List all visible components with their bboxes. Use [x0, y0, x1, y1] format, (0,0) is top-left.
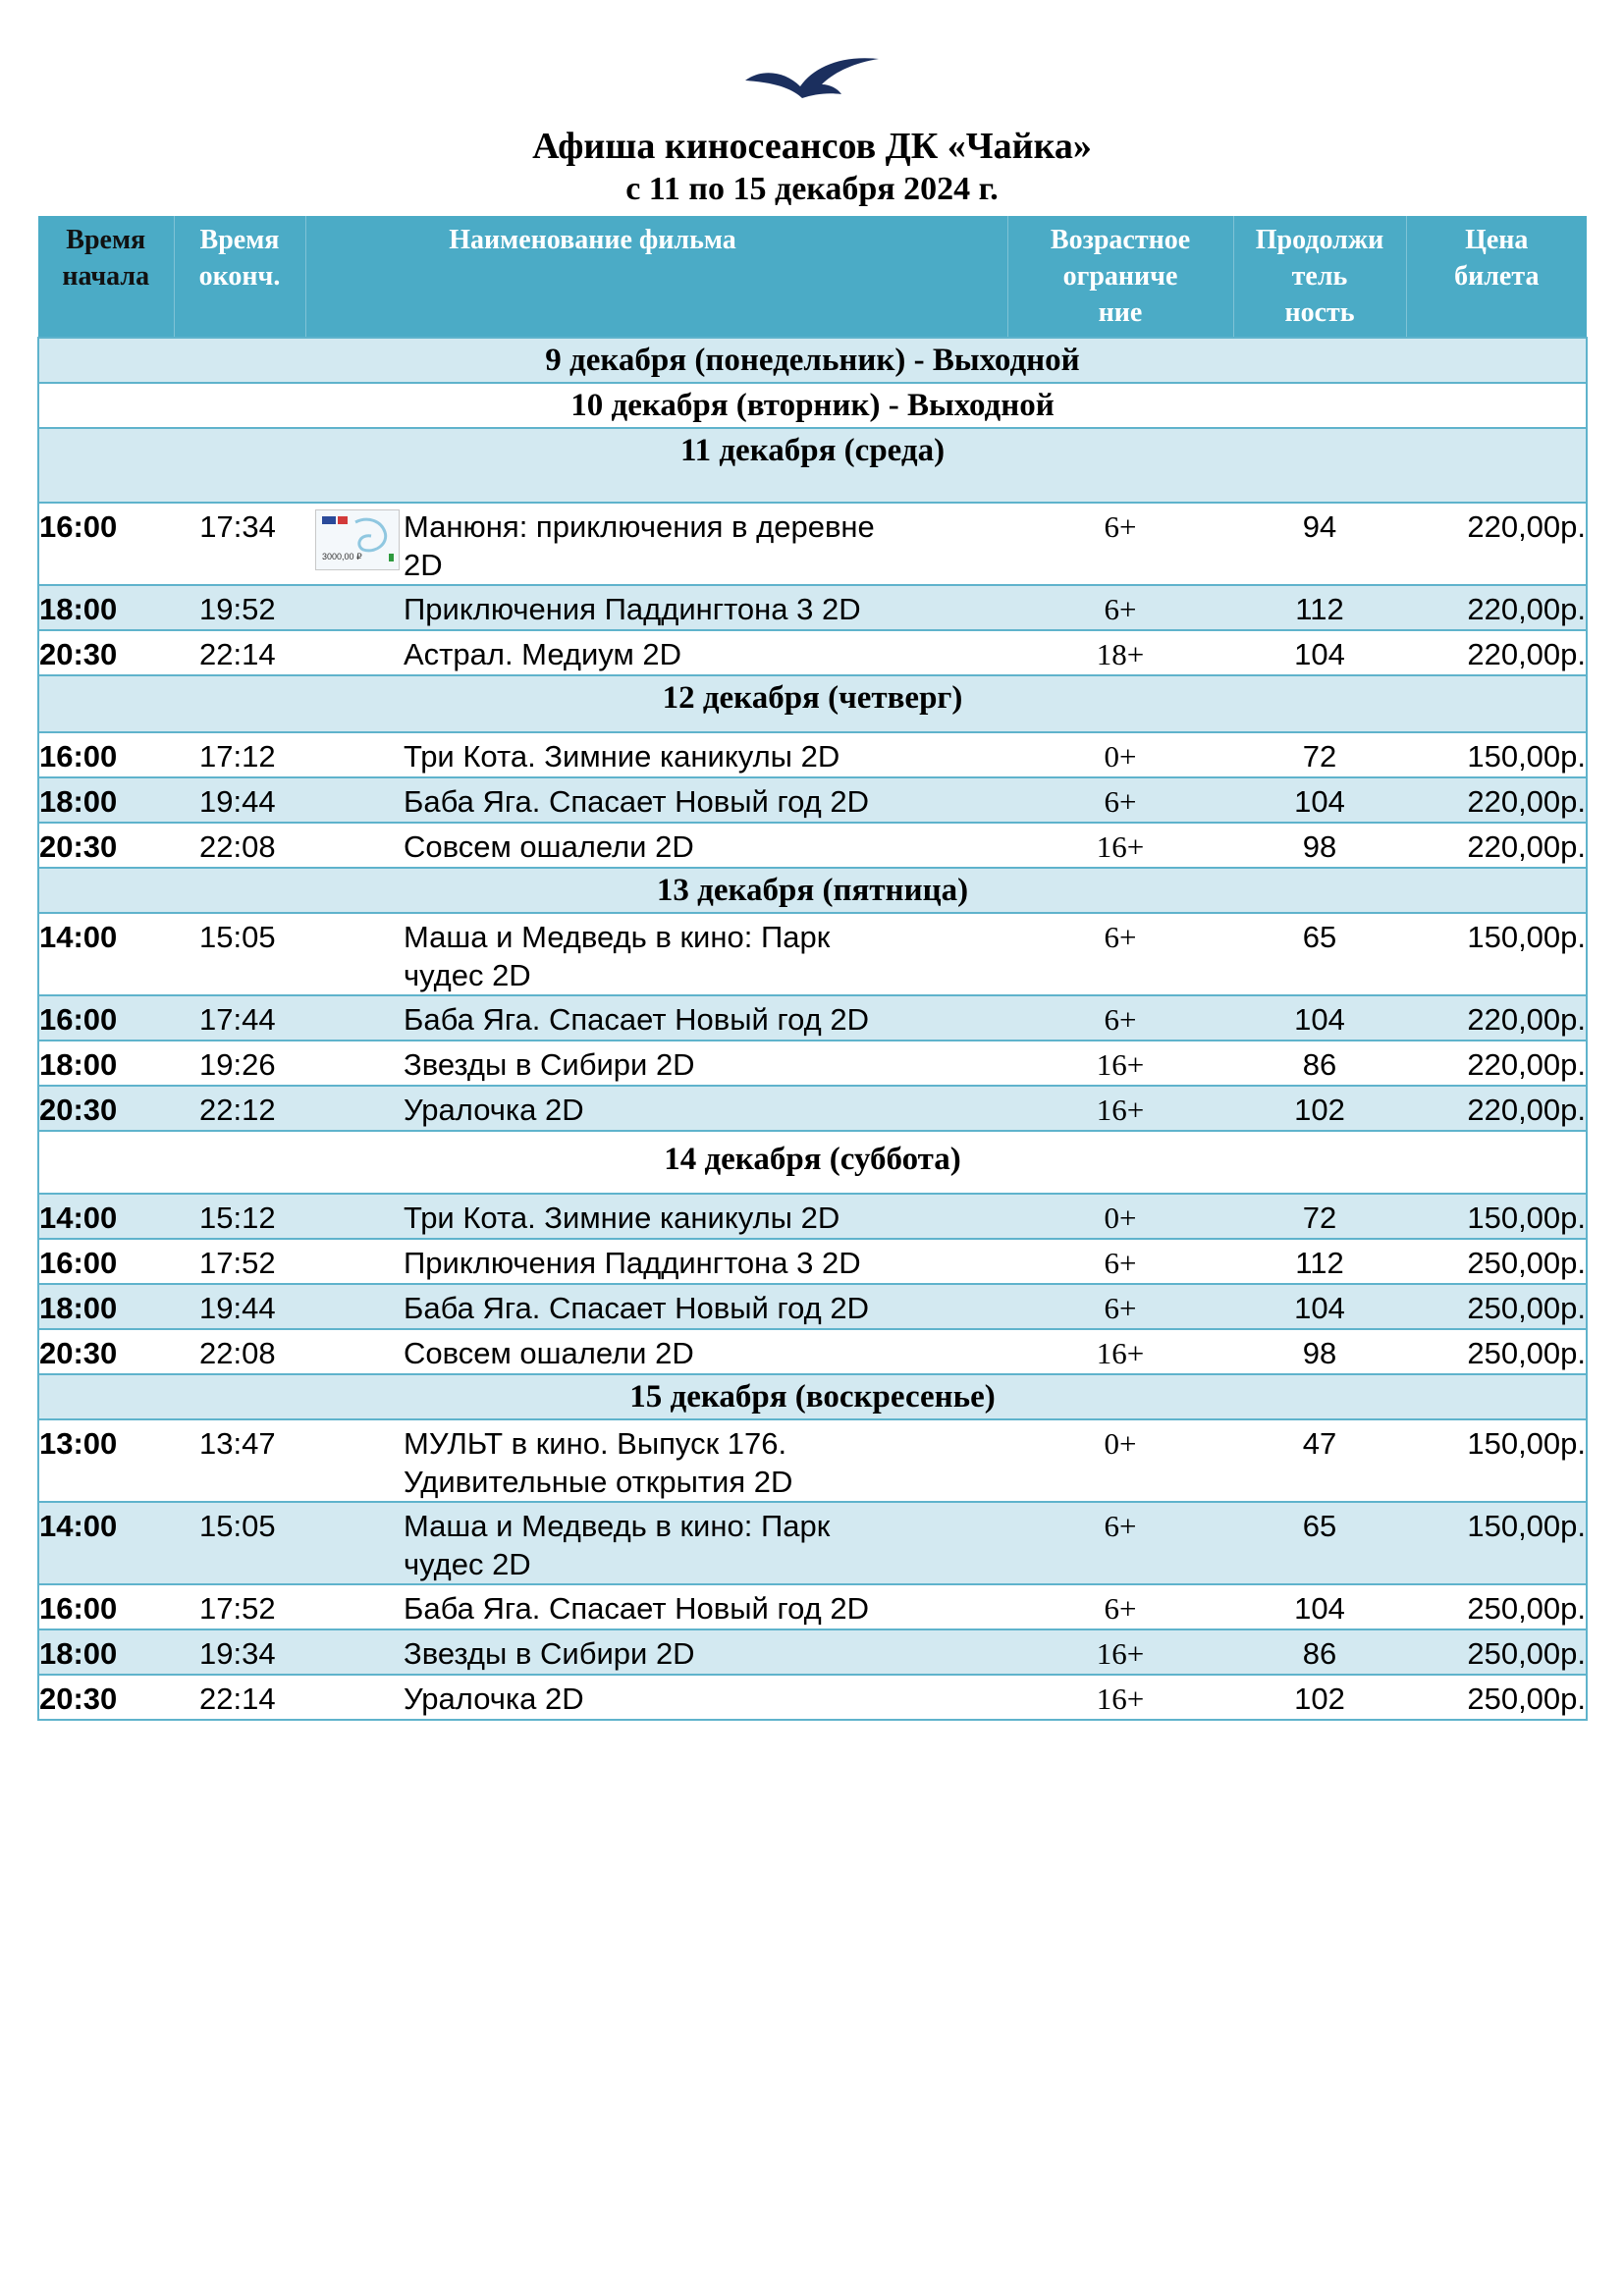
session-age: 6+ — [1007, 913, 1233, 995]
session-price: 220,00р. — [1406, 630, 1587, 675]
session-duration: 102 — [1233, 1086, 1406, 1131]
session-age: 6+ — [1007, 503, 1233, 585]
day-row — [38, 338, 1587, 383]
session-price: 220,00р. — [1406, 1086, 1587, 1131]
day-label: 11 декабря (среда) — [38, 428, 1587, 503]
session-duration: 102 — [1233, 1675, 1406, 1720]
schedule-table — [37, 216, 1588, 1721]
poster-dates: с 11 по 15 декабря 2024 г. — [625, 171, 999, 207]
session-age: 6+ — [1007, 1284, 1233, 1329]
col-header-price: Цена билета — [1406, 216, 1587, 338]
session-end: 22:12 — [174, 1086, 305, 1131]
session-price: 250,00р. — [1406, 1284, 1587, 1329]
session-title: Звезды в Сибири 2D — [404, 1041, 1007, 1086]
session-end: 13:47 — [174, 1419, 305, 1502]
session-row — [38, 732, 1587, 777]
session-row — [38, 1419, 1587, 1502]
session-end: 15:05 — [174, 1502, 305, 1584]
session-end: 19:44 — [174, 777, 305, 823]
session-price: 220,00р. — [1406, 1041, 1587, 1086]
session-age: 6+ — [1007, 1584, 1233, 1629]
session-row — [38, 1194, 1587, 1239]
col-header-start: Время начала — [38, 216, 174, 338]
session-title: Манюня: приключения в деревне 2D — [404, 503, 1007, 585]
session-row — [38, 823, 1587, 868]
session-duration: 104 — [1233, 995, 1406, 1041]
session-duration: 72 — [1233, 732, 1406, 777]
session-start: 18:00 — [38, 1041, 174, 1086]
session-price: 220,00р. — [1406, 585, 1587, 630]
session-title: МУЛЬТ в кино. Выпуск 176. Удивительные открытия 2D — [404, 1419, 1007, 1502]
session-title: Совсем ошалели 2D — [404, 823, 1007, 868]
session-title: Три Кота. Зимние каникулы 2D — [404, 1194, 1007, 1239]
session-start: 18:00 — [38, 1284, 174, 1329]
session-end: 19:34 — [174, 1629, 305, 1675]
session-age: 0+ — [1007, 1419, 1233, 1502]
session-price: 150,00р. — [1406, 1419, 1587, 1502]
session-end: 17:34 — [199, 509, 276, 544]
session-age: 16+ — [1007, 823, 1233, 868]
session-end: 22:14 — [174, 1675, 305, 1720]
session-duration: 72 — [1233, 1194, 1406, 1239]
session-price: 250,00р. — [1406, 1239, 1587, 1284]
session-price: 150,00р. — [1406, 1502, 1587, 1584]
session-duration: 104 — [1233, 1584, 1406, 1629]
session-start: 16:00 — [38, 995, 174, 1041]
session-end: 17:12 — [174, 732, 305, 777]
session-price: 220,00р. — [1406, 995, 1587, 1041]
session-row — [38, 630, 1587, 675]
session-end: 15:12 — [174, 1194, 305, 1239]
session-row — [38, 1329, 1587, 1374]
session-title: Звезды в Сибири 2D — [404, 1629, 1007, 1675]
session-end: 17:44 — [174, 995, 305, 1041]
session-title: Приключения Паддингтона 3 2D — [404, 585, 1007, 630]
session-row — [38, 995, 1587, 1041]
session-title: Три Кота. Зимние каникулы 2D — [404, 732, 1007, 777]
day-label: 10 декабря (вторник) - Выходной — [38, 383, 1587, 428]
col-header-title: Наименование фильма — [305, 216, 1007, 338]
session-duration: 65 — [1233, 913, 1406, 995]
session-row — [38, 1239, 1587, 1284]
session-age: 0+ — [1007, 732, 1233, 777]
session-title: Баба Яга. Спасает Новый год 2D — [404, 995, 1007, 1041]
session-row — [38, 1284, 1587, 1329]
session-row — [38, 1502, 1587, 1584]
session-start: 13:00 — [38, 1419, 174, 1502]
col-header-age: Возрастное ограниче ние — [1007, 216, 1233, 338]
session-row — [38, 1086, 1587, 1131]
session-end: 17:52 — [174, 1584, 305, 1629]
session-title: Баба Яга. Спасает Новый год 2D — [404, 1584, 1007, 1629]
session-price: 250,00р. — [1406, 1629, 1587, 1675]
session-start: 20:30 — [38, 823, 174, 868]
session-row — [38, 913, 1587, 995]
session-start: 14:00 — [38, 1194, 174, 1239]
session-price: 150,00р. — [1406, 913, 1587, 995]
session-row — [38, 777, 1587, 823]
session-end: 15:05 — [174, 913, 305, 995]
session-price: 150,00р. — [1406, 732, 1587, 777]
session-end: 22:08 — [174, 1329, 305, 1374]
session-end: 19:52 — [174, 585, 305, 630]
session-duration: 112 — [1233, 1239, 1406, 1284]
session-price: 220,00р. — [1406, 503, 1587, 585]
day-label: 13 декабря (пятница) — [38, 868, 1587, 913]
session-row — [38, 1041, 1587, 1086]
session-start: 16:00 — [38, 1584, 174, 1629]
session-end: 19:26 — [174, 1041, 305, 1086]
session-price: 250,00р. — [1406, 1675, 1587, 1720]
session-end: 17:52 — [174, 1239, 305, 1284]
session-duration: 86 — [1233, 1629, 1406, 1675]
session-age: 16+ — [1007, 1086, 1233, 1131]
session-start: 20:30 — [38, 1675, 174, 1720]
day-row — [38, 383, 1587, 428]
session-row — [38, 1629, 1587, 1675]
day-label: 12 декабря (четверг) — [38, 675, 1587, 732]
session-age: 6+ — [1007, 585, 1233, 630]
session-age: 0+ — [1007, 1194, 1233, 1239]
session-duration: 65 — [1233, 1502, 1406, 1584]
session-age: 6+ — [1007, 1239, 1233, 1284]
session-start: 16:00 — [38, 732, 174, 777]
poster-title: Афиша киносеансов ДК «Чайка» — [532, 126, 1092, 167]
session-duration: 104 — [1233, 1284, 1406, 1329]
session-title: Маша и Медведь в кино: Парк чудес 2D — [404, 913, 1007, 995]
session-start: 20:30 — [38, 1086, 174, 1131]
seagull-icon — [743, 51, 881, 110]
session-start: 18:00 — [38, 1629, 174, 1675]
session-end: 19:44 — [174, 1284, 305, 1329]
session-start: 18:00 — [38, 585, 174, 630]
col-header-duration: Продолжи тель ность — [1233, 216, 1406, 338]
session-start: 18:00 — [38, 777, 174, 823]
session-row — [38, 585, 1587, 630]
certificate-thumbnail — [305, 503, 404, 585]
session-age: 16+ — [1007, 1675, 1233, 1720]
session-price: 150,00р. — [1406, 1194, 1587, 1239]
session-price: 250,00р. — [1406, 1329, 1587, 1374]
session-title: Приключения Паддингтона 3 2D — [404, 1239, 1007, 1284]
session-start: 14:00 — [38, 913, 174, 995]
session-duration: 104 — [1233, 630, 1406, 675]
session-row — [38, 503, 1587, 585]
session-start — [38, 503, 305, 585]
session-title: Уралочка 2D — [404, 1675, 1007, 1720]
day-row — [38, 428, 1587, 503]
session-start: 16:00 — [38, 1239, 174, 1284]
day-label: 9 декабря (понедельник) - Выходной — [38, 338, 1587, 383]
session-age: 18+ — [1007, 630, 1233, 675]
session-duration: 94 — [1233, 503, 1406, 585]
svg-text:3000,00 ₽: 3000,00 ₽ — [322, 552, 362, 561]
day-label: 14 декабря (суббота) — [38, 1131, 1587, 1194]
session-title: Уралочка 2D — [404, 1086, 1007, 1131]
session-start: 14:00 — [38, 1502, 174, 1584]
session-title: Баба Яга. Спасает Новый год 2D — [404, 777, 1007, 823]
gift-card-icon — [315, 509, 400, 570]
session-age: 16+ — [1007, 1329, 1233, 1374]
session-age: 6+ — [1007, 995, 1233, 1041]
session-price: 250,00р. — [1406, 1584, 1587, 1629]
session-duration: 104 — [1233, 777, 1406, 823]
session-duration: 98 — [1233, 823, 1406, 868]
session-age: 16+ — [1007, 1629, 1233, 1675]
session-title: Совсем ошалели 2D — [404, 1329, 1007, 1374]
col-header-end: Время оконч. — [174, 216, 305, 338]
table-header-row — [38, 216, 1587, 338]
session-duration: 47 — [1233, 1419, 1406, 1502]
session-price: 220,00р. — [1406, 823, 1587, 868]
session-age: 6+ — [1007, 777, 1233, 823]
session-row — [38, 1584, 1587, 1629]
session-age: 16+ — [1007, 1041, 1233, 1086]
session-title: Маша и Медведь в кино: Парк чудес 2D — [404, 1502, 1007, 1584]
session-title: Астрал. Медиум 2D — [404, 630, 1007, 675]
day-label: 15 декабря (воскресенье) — [38, 1374, 1587, 1419]
session-price: 220,00р. — [1406, 777, 1587, 823]
day-row — [38, 868, 1587, 913]
session-start: 20:30 — [38, 1329, 174, 1374]
session-end: 22:14 — [174, 630, 305, 675]
session-start-time: 16:00 — [39, 509, 118, 544]
session-age: 6+ — [1007, 1502, 1233, 1584]
day-row — [38, 1131, 1587, 1194]
session-duration: 98 — [1233, 1329, 1406, 1374]
session-duration: 86 — [1233, 1041, 1406, 1086]
session-end: 22:08 — [174, 823, 305, 868]
session-title: Баба Яга. Спасает Новый год 2D — [404, 1284, 1007, 1329]
session-start: 20:30 — [38, 630, 174, 675]
day-row — [38, 675, 1587, 732]
day-row — [38, 1374, 1587, 1419]
session-duration: 112 — [1233, 585, 1406, 630]
session-row — [38, 1675, 1587, 1720]
